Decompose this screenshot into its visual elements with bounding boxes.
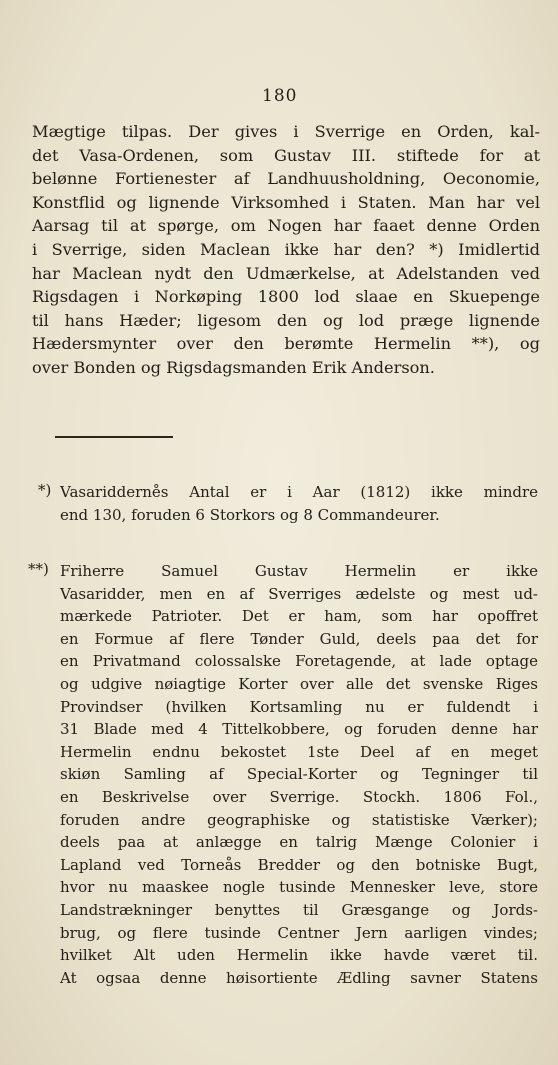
footnote-divider [55, 436, 173, 438]
text-line: Mægtige tilpas. Der gives i Sverrige en Orden, kal- [32, 122, 540, 141]
footnote-line: end 130, foruden 6 Storkors og 8 Commandeurer. [60, 505, 440, 524]
footnote-1 [60, 481, 538, 526]
text-line: over Bonden og Rigsdagsmanden Erik Anderson. [32, 357, 435, 377]
main-text [32, 120, 540, 380]
text-line: til hans Hæder; ligesom den og lod præge lignende [32, 310, 540, 330]
footnote-line: Landstrækninger benyttes til Græsgange og Jords- [60, 900, 538, 919]
footnote-line: skiøn Samling af Special-Korter og Tegninger til [60, 765, 538, 784]
text-line: Hædersmynter over den berømte Hermelin **), og [32, 334, 540, 354]
text-line: har Maclean nydt den Udmærkelse, at Adelstanden ved [32, 263, 540, 283]
text-line: det Vasa-Ordenen, som Gustav III. stiftede for at [32, 145, 540, 165]
footnote-line: Friherre Samuel Gustav Hermelin er ikke [60, 562, 538, 580]
footnote-line: Lapland ved Torneås Bredder og den botniske Bugt, [60, 855, 538, 874]
footnote-2 [60, 560, 538, 989]
text-line: Aarsag til at spørge, om Nogen har faaet denne Orden [32, 216, 540, 236]
footnote-line: Vasaridder, men en af Sverriges ædelste og mest ud- [60, 584, 538, 603]
footnote-line: foruden andre geographiske og statistiske Værker); [60, 810, 538, 829]
footnote-line: og udgive nøiagtige Korter over alle det svenske Riges [60, 674, 538, 693]
footnote-line: Provindser (hvilken Kortsamling nu er fuldendt i [60, 697, 538, 716]
text-line: i Sverrige, siden Maclean ikke har den? *) Imidlertid [32, 239, 540, 259]
footnote-line: 31 Blade med 4 Tittelkobbere, og foruden denne har [60, 720, 538, 739]
footnote-marker: **) [28, 560, 49, 578]
text-line: Rigsdagen i Norkøping 1800 lod slaae en Skuepenge [32, 287, 540, 307]
footnote-line: hvilket Alt uden Hermelin ikke havde været til. [60, 946, 538, 965]
text-line: Konstflid og lignende Virksomhed i Staten. Man har vel [32, 192, 540, 212]
footnote-line: At ogsaa denne høisortiente Ædling savner Statens [60, 968, 538, 987]
page-number: 180 [262, 86, 298, 106]
footnote-line: Hermelin endnu bekostet 1ste Deel af en meget [60, 742, 538, 761]
footnote-line: en Privatmand colossalske Foretagende, at lade optage [60, 652, 538, 671]
footnote-marker: *) [38, 481, 52, 499]
footnote-line: hvor nu maaskee nogle tusinde Mennesker leve, store [60, 878, 538, 897]
footnote-line: brug, og flere tusinde Centner Jern aarligen vindes; [60, 923, 538, 942]
footnote-line: en Beskrivelse over Sverrige. Stockh. 1806 Fol., [60, 787, 538, 806]
footnote-line: Vasaridderne̊s Antal er i Aar (1812) ikke mindre [60, 483, 538, 501]
footnote-line: mærkede Patrioter. Det er ham, som har opoffret [60, 607, 538, 626]
footnote-line: en Formue af flere Tønder Guld, deels paa det for [60, 629, 538, 648]
text-line: belønne Fortienester af Landhuusholdning, Oeconomie, [32, 169, 540, 189]
footnote-line: deels paa at anlægge en talrig Mænge Colonier i [60, 833, 538, 852]
